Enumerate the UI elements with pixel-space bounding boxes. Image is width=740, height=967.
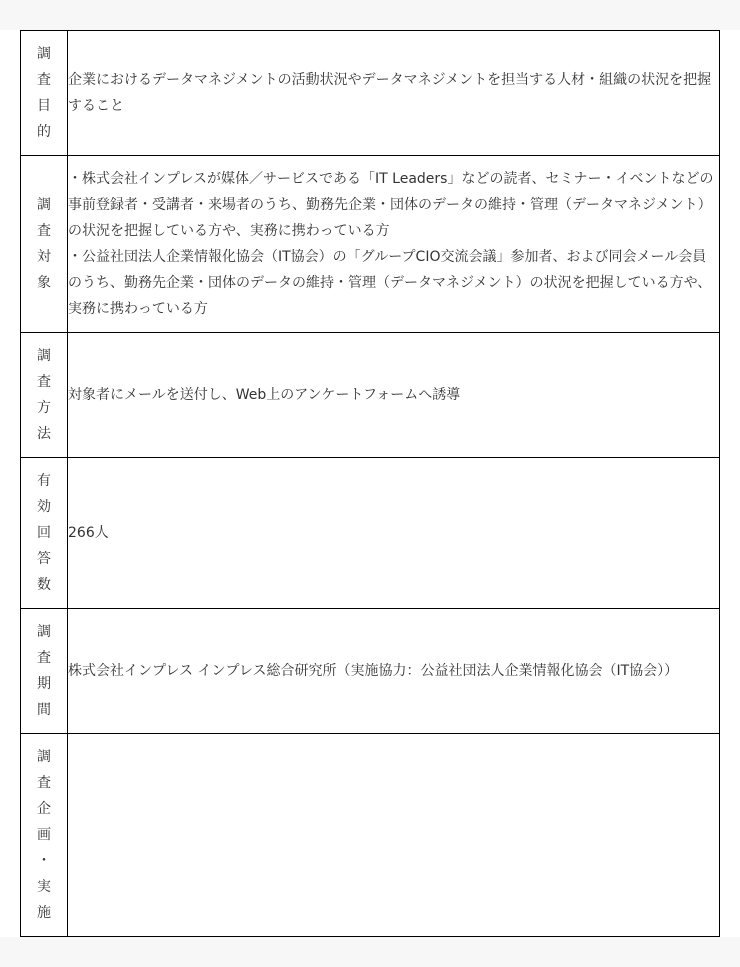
- label-char: 答: [37, 551, 51, 567]
- label-char: 間: [37, 702, 51, 718]
- label-char: 調: [37, 749, 51, 765]
- row-purpose: [21, 31, 720, 156]
- label-char: 目: [37, 98, 51, 114]
- row-label: [21, 31, 68, 156]
- row-value: [68, 609, 720, 734]
- value-text: 企業におけるデータマネジメントの活動状況やデータマネジメントを担当する人材・組織の状況を把握すること: [68, 72, 712, 114]
- row-value: [68, 156, 720, 333]
- row-target: [21, 156, 720, 333]
- label-char: 画: [37, 827, 51, 843]
- row-period: [21, 609, 720, 734]
- label-char: 査: [37, 650, 51, 666]
- label-char: 回: [37, 525, 51, 541]
- value-text: ・公益社団法人企業情報化協会（IT協会）の「グループCIO交流会議」参加者、および同会メール会員のうち、勤務先企業・団体のデータの維持・管理（データマネジメント）の状況を把握している方や、実務に携わっている方: [68, 249, 712, 317]
- label-char: 数: [37, 577, 51, 593]
- label-char: 有: [37, 473, 51, 489]
- label-char: 象: [37, 275, 51, 291]
- row-planning: [21, 734, 720, 937]
- label-char: 対: [37, 249, 51, 265]
- label-char: 施: [37, 905, 51, 921]
- row-label: [21, 458, 68, 609]
- row-label: [21, 333, 68, 458]
- label-char: 実: [37, 879, 51, 895]
- survey-overview-table: [20, 30, 720, 937]
- label-char: 調: [37, 46, 51, 62]
- label-char: ・: [37, 853, 51, 869]
- label-char: 方: [37, 400, 51, 416]
- row-label: [21, 609, 68, 734]
- value-text: ・株式会社インプレスが媒体／サービスである「IT Leaders」などの読者、セミナー・イベントなどの事前登録者・受講者・来場者のうち、勤務先企業・団体のデータの維持・管理（データマネジメント）の状況を把握している方や、実務に携わっている方: [68, 171, 714, 239]
- row-value: [68, 458, 720, 609]
- label-char: 期: [37, 676, 51, 692]
- label-char: 査: [37, 223, 51, 239]
- label-char: 企: [37, 801, 51, 817]
- survey-overview-sheet: [0, 30, 740, 937]
- row-label: [21, 156, 68, 333]
- label-char: 調: [37, 624, 51, 640]
- value-text: 株式会社インプレス インプレス総合研究所（実施協力：公益社団法人企業情報化協会（IT協会））: [68, 663, 679, 679]
- row-method: [21, 333, 720, 458]
- label-char: 効: [37, 499, 51, 515]
- label-char: 法: [37, 426, 51, 442]
- row-label: [21, 734, 68, 937]
- row-valid-responses: [21, 458, 720, 609]
- row-value: [68, 31, 720, 156]
- row-value: [68, 333, 720, 458]
- label-char: 的: [37, 124, 51, 140]
- label-char: 査: [37, 775, 51, 791]
- row-value: [68, 734, 720, 937]
- label-char: 査: [37, 374, 51, 390]
- label-char: 査: [37, 72, 51, 88]
- value-text: 対象者にメールを送付し、Web上のアンケートフォームへ誘導: [68, 387, 461, 403]
- label-char: 調: [37, 197, 51, 213]
- value-text: 266人: [68, 525, 109, 541]
- label-char: 調: [37, 348, 51, 364]
